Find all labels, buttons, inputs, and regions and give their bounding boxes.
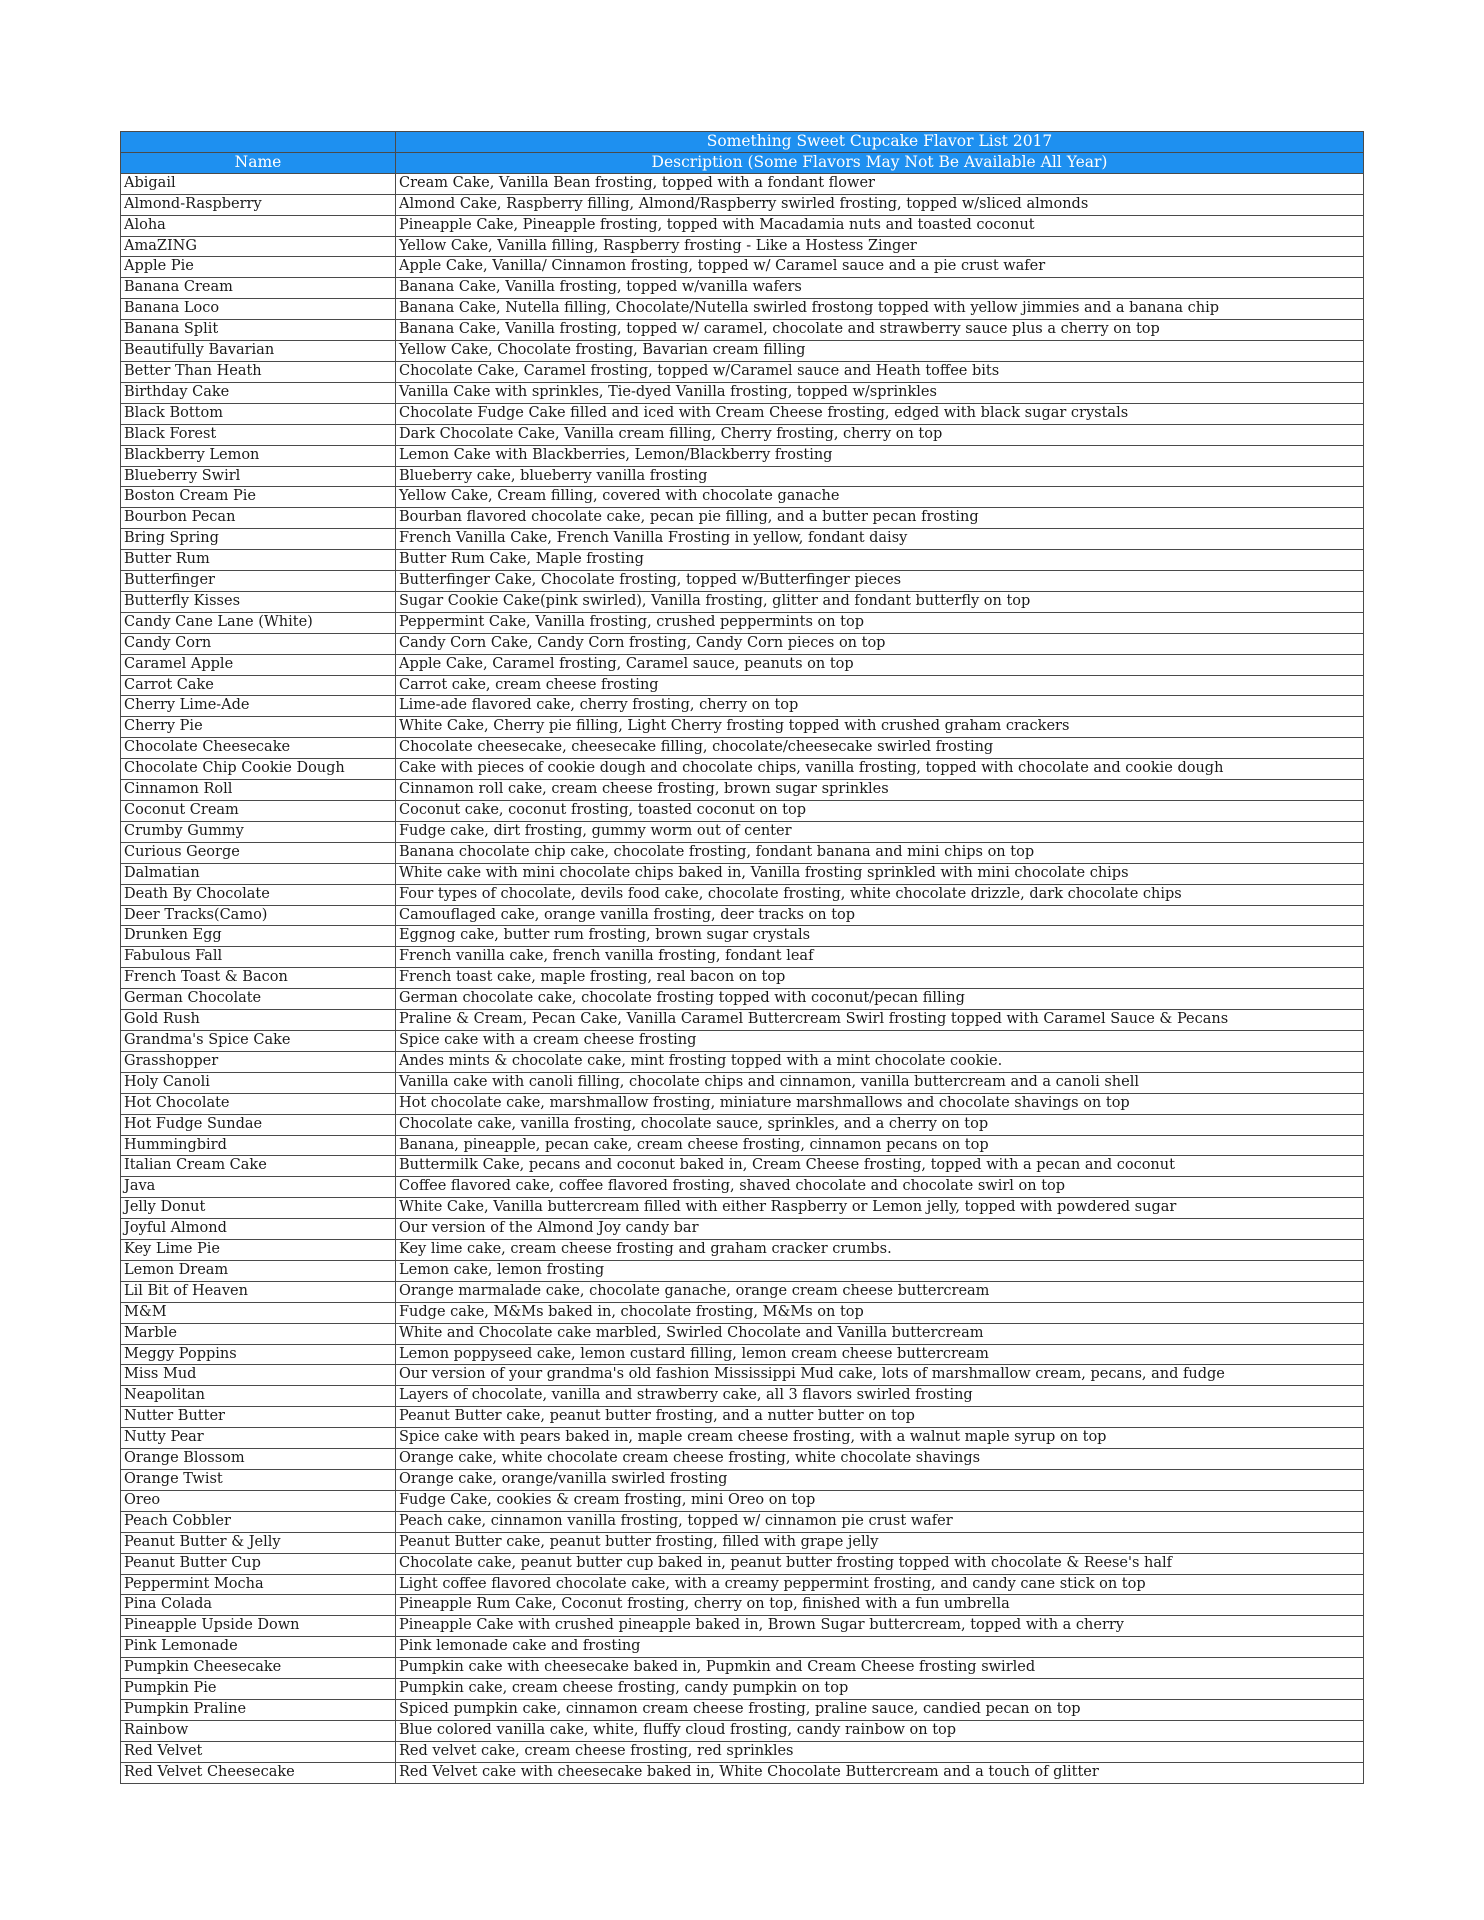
flavor-description-cell: Chocolate Cake, Caramel frosting, topped w/Caramel sauce and Heath toffee bits [396, 361, 1364, 382]
flavor-name-cell: Cinnamon Roll [121, 780, 396, 801]
table-row [121, 1532, 1364, 1553]
flavor-description-cell: Pineapple Cake, Pineapple frosting, topped with Macadamia nuts and toasted coconut [396, 215, 1364, 236]
flavor-name-cell: Butterfly Kisses [121, 591, 396, 612]
table-row [121, 1386, 1364, 1407]
flavor-name-cell: Miss Mud [121, 1365, 396, 1386]
flavor-name-cell: Aloha [121, 215, 396, 236]
flavor-description-cell: Lemon poppyseed cake, lemon custard filling, lemon cream cheese buttercream [396, 1344, 1364, 1365]
flavor-name-cell: Pumpkin Cheesecake [121, 1658, 396, 1679]
flavor-description-cell: Yellow Cake, Cream filling, covered with chocolate ganache [396, 487, 1364, 508]
table-row [121, 1574, 1364, 1595]
flavor-description-cell: Lemon Cake with Blackberries, Lemon/Blackberry frosting [396, 445, 1364, 466]
table-row [121, 382, 1364, 403]
table-row [121, 403, 1364, 424]
flavor-name-cell: Pink Lemonade [121, 1637, 396, 1658]
table-row [121, 173, 1364, 194]
flavor-description-cell: Pineapple Rum Cake, Coconut frosting, cherry on top, finished with a fun umbrella [396, 1595, 1364, 1616]
flavor-description-cell: Fudge cake, dirt frosting, gummy worm out of center [396, 821, 1364, 842]
flavor-description-cell: Four types of chocolate, devils food cake, chocolate frosting, white chocolate drizzle, dark chocolate chips [396, 884, 1364, 905]
flavor-name-cell: Boston Cream Pie [121, 487, 396, 508]
flavor-name-cell: Orange Twist [121, 1470, 396, 1491]
table-row [121, 968, 1364, 989]
flavor-description-cell: Vanilla cake with canoli filling, chocolate chips and cinnamon, vanilla buttercream and a canoli shell [396, 1072, 1364, 1093]
flavor-name-cell: Abigail [121, 173, 396, 194]
flavor-description-cell: Peanut Butter cake, peanut butter frosting, and a nutter butter on top [396, 1407, 1364, 1428]
flavor-description-cell: Our version of your grandma's old fashion Mississippi Mud cake, lots of marshmallow cream, pecans, and fudge [396, 1365, 1364, 1386]
flavor-name-cell: Joyful Almond [121, 1219, 396, 1240]
table-row [121, 299, 1364, 320]
flavor-description-cell: French Vanilla Cake, French Vanilla Frosting in yellow, fondant daisy [396, 529, 1364, 550]
flavor-name-cell: Drunken Egg [121, 926, 396, 947]
flavor-name-cell: Chocolate Chip Cookie Dough [121, 759, 396, 780]
table-row [121, 1637, 1364, 1658]
table-row [121, 1093, 1364, 1114]
column-header-description: Description (Some Flavors May Not Be Available All Year) [396, 152, 1364, 173]
flavor-description-cell: Spiced pumpkin cake, cinnamon cream cheese frosting, praline sauce, candied pecan on top [396, 1699, 1364, 1720]
flavor-description-cell: Banana, pineapple, pecan cake, cream cheese frosting, cinnamon pecans on top [396, 1135, 1364, 1156]
flavor-description-cell: Pink lemonade cake and frosting [396, 1637, 1364, 1658]
table-row [121, 1699, 1364, 1720]
flavor-name-cell: Cherry Pie [121, 717, 396, 738]
flavor-name-cell: Jelly Donut [121, 1198, 396, 1219]
flavor-name-cell: Oreo [121, 1490, 396, 1511]
flavor-name-cell: Hot Fudge Sundae [121, 1114, 396, 1135]
table-row [121, 1030, 1364, 1051]
flavor-name-cell: Banana Split [121, 320, 396, 341]
column-header-name: Name [121, 152, 396, 173]
flavor-name-cell: Gold Rush [121, 1010, 396, 1031]
flavor-description-cell: Red velvet cake, cream cheese frosting, red sprinkles [396, 1741, 1364, 1762]
flavor-name-cell: Pumpkin Pie [121, 1679, 396, 1700]
flavor-description-cell: Vanilla Cake with sprinkles, Tie-dyed Vanilla frosting, topped w/sprinkles [396, 382, 1364, 403]
table-row [121, 1156, 1364, 1177]
flavor-name-cell: Red Velvet [121, 1741, 396, 1762]
table-row [121, 571, 1364, 592]
flavor-description-cell: Apple Cake, Caramel frosting, Caramel sauce, peanuts on top [396, 654, 1364, 675]
flavor-name-cell: Blackberry Lemon [121, 445, 396, 466]
flavor-name-cell: Butterfinger [121, 571, 396, 592]
flavor-name-cell: Apple Pie [121, 257, 396, 278]
flavor-name-cell: Carrot Cake [121, 675, 396, 696]
flavor-description-cell: Cake with pieces of cookie dough and chocolate chips, vanilla frosting, topped with chocolate and cookie dough [396, 759, 1364, 780]
flavor-name-cell: Holy Canoli [121, 1072, 396, 1093]
flavor-description-cell: Bourban flavored chocolate cake, pecan pie filling, and a butter pecan frosting [396, 508, 1364, 529]
flavor-name-cell: Pineapple Upside Down [121, 1616, 396, 1637]
flavor-name-cell: Banana Cream [121, 278, 396, 299]
flavor-description-cell: Blue colored vanilla cake, white, fluffy cloud frosting, candy rainbow on top [396, 1720, 1364, 1741]
flavor-name-cell: Candy Corn [121, 633, 396, 654]
flavor-description-cell: Banana chocolate chip cake, chocolate frosting, fondant banana and mini chips on top [396, 842, 1364, 863]
flavor-name-cell: Almond-Raspberry [121, 194, 396, 215]
flavor-description-cell: Dark Chocolate Cake, Vanilla cream filling, Cherry frosting, cherry on top [396, 424, 1364, 445]
table-row [121, 529, 1364, 550]
flavor-description-cell: White Cake, Cherry pie filling, Light Cherry frosting topped with crushed graham crackers [396, 717, 1364, 738]
flavor-description-cell: Carrot cake, cream cheese frosting [396, 675, 1364, 696]
flavor-name-cell: Cherry Lime-Ade [121, 696, 396, 717]
flavor-description-cell: Light coffee flavored chocolate cake, with a creamy peppermint frosting, and candy cane stick on top [396, 1574, 1364, 1595]
flavor-description-cell: Orange cake, white chocolate cream cheese frosting, white chocolate shavings [396, 1449, 1364, 1470]
flavor-name-cell: M&M [121, 1302, 396, 1323]
flavor-name-cell: Butter Rum [121, 550, 396, 571]
table-row [121, 905, 1364, 926]
flavor-description-cell: Cream Cake, Vanilla Bean frosting, topped with a fondant flower [396, 173, 1364, 194]
flavor-description-cell: White cake with mini chocolate chips baked in, Vanilla frosting sprinkled with mini chocolate chips [396, 863, 1364, 884]
title-blank-cell [121, 132, 396, 153]
flavor-name-cell: Bring Spring [121, 529, 396, 550]
table-row [121, 1219, 1364, 1240]
flavor-description-cell: Chocolate cake, vanilla frosting, chocolate sauce, sprinkles, and a cherry on top [396, 1114, 1364, 1135]
table-row [121, 1490, 1364, 1511]
flavor-description-cell: German chocolate cake, chocolate frosting topped with coconut/pecan filling [396, 989, 1364, 1010]
table-row [121, 759, 1364, 780]
table-row [121, 424, 1364, 445]
flavor-description-cell: Fudge cake, M&Ms baked in, chocolate frosting, M&Ms on top [396, 1302, 1364, 1323]
flavor-name-cell: Pumpkin Praline [121, 1699, 396, 1720]
flavor-name-cell: Lemon Dream [121, 1260, 396, 1281]
flavor-description-cell: Camouflaged cake, orange vanilla frosting, deer tracks on top [396, 905, 1364, 926]
flavor-name-cell: Java [121, 1177, 396, 1198]
flavor-description-cell: Blueberry cake, blueberry vanilla frosting [396, 466, 1364, 487]
flavor-description-cell: Lemon cake, lemon frosting [396, 1260, 1364, 1281]
table-row [121, 1240, 1364, 1261]
flavor-description-cell: White Cake, Vanilla buttercream filled with either Raspberry or Lemon jelly, topped with powdered sugar [396, 1198, 1364, 1219]
flavor-description-cell: Orange cake, orange/vanilla swirled frosting [396, 1470, 1364, 1491]
flavor-name-cell: Caramel Apple [121, 654, 396, 675]
flavor-name-cell: Banana Loco [121, 299, 396, 320]
flavor-description-cell: French vanilla cake, french vanilla frosting, fondant leaf [396, 947, 1364, 968]
table-row [121, 1260, 1364, 1281]
table-row [121, 466, 1364, 487]
table-row [121, 194, 1364, 215]
flavor-name-cell: Coconut Cream [121, 801, 396, 822]
flavor-description-cell: Butterfinger Cake, Chocolate frosting, topped w/Butterfinger pieces [396, 571, 1364, 592]
table-row [121, 612, 1364, 633]
table-row [121, 1365, 1364, 1386]
flavor-name-cell: Nutter Butter [121, 1407, 396, 1428]
table-row [121, 1407, 1364, 1428]
flavor-description-cell: Yellow Cake, Vanilla filling, Raspberry frosting - Like a Hostess Zinger [396, 236, 1364, 257]
flavor-name-cell: Black Forest [121, 424, 396, 445]
table-row [121, 1616, 1364, 1637]
table-row [121, 717, 1364, 738]
table-row [121, 989, 1364, 1010]
flavor-name-cell: Peppermint Mocha [121, 1574, 396, 1595]
flavor-description-cell: Banana Cake, Vanilla frosting, topped w/vanilla wafers [396, 278, 1364, 299]
table-row [121, 508, 1364, 529]
flavor-description-cell: Yellow Cake, Chocolate frosting, Bavarian cream filling [396, 341, 1364, 362]
flavor-description-cell: Layers of chocolate, vanilla and strawberry cake, all 3 flavors swirled frosting [396, 1386, 1364, 1407]
flavor-name-cell: Blueberry Swirl [121, 466, 396, 487]
flavor-description-cell: Apple Cake, Vanilla/ Cinnamon frosting, topped w/ Caramel sauce and a pie crust wafer [396, 257, 1364, 278]
flavor-description-cell: White and Chocolate cake marbled, Swirled Chocolate and Vanilla buttercream [396, 1323, 1364, 1344]
flavor-name-cell: Italian Cream Cake [121, 1156, 396, 1177]
flavor-name-cell: Candy Cane Lane (White) [121, 612, 396, 633]
flavor-name-cell: Hot Chocolate [121, 1093, 396, 1114]
flavor-name-cell: Chocolate Cheesecake [121, 738, 396, 759]
table-row [121, 341, 1364, 362]
table-row [121, 550, 1364, 571]
table-row [121, 361, 1364, 382]
flavor-name-cell: Dalmatian [121, 863, 396, 884]
flavor-name-cell: French Toast & Bacon [121, 968, 396, 989]
flavor-description-cell: Our version of the Almond Joy candy bar [396, 1219, 1364, 1240]
flavor-name-cell: Better Than Heath [121, 361, 396, 382]
flavor-name-cell: Grasshopper [121, 1051, 396, 1072]
flavor-name-cell: Birthday Cake [121, 382, 396, 403]
flavor-name-cell: Hummingbird [121, 1135, 396, 1156]
flavor-name-cell: Grandma's Spice Cake [121, 1030, 396, 1051]
flavor-name-cell: Black Bottom [121, 403, 396, 424]
table-row [121, 1720, 1364, 1741]
flavor-name-cell: Pina Colada [121, 1595, 396, 1616]
table-row [121, 1135, 1364, 1156]
flavor-name-cell: Fabulous Fall [121, 947, 396, 968]
table-row [121, 1679, 1364, 1700]
table-row [121, 1428, 1364, 1449]
flavor-description-cell: Andes mints & chocolate cake, mint frosting topped with a mint chocolate cookie. [396, 1051, 1364, 1072]
flavor-description-cell: Candy Corn Cake, Candy Corn frosting, Candy Corn pieces on top [396, 633, 1364, 654]
table-row [121, 780, 1364, 801]
table-row [121, 1470, 1364, 1491]
table-row [121, 487, 1364, 508]
flavor-name-cell: Orange Blossom [121, 1449, 396, 1470]
flavor-description-cell: Chocolate cheesecake, cheesecake filling, chocolate/cheesecake swirled frosting [396, 738, 1364, 759]
table-row [121, 1449, 1364, 1470]
flavor-description-cell: Chocolate cake, peanut butter cup baked in, peanut butter frosting topped with chocolate & Reese's half [396, 1553, 1364, 1574]
flavor-name-cell: German Chocolate [121, 989, 396, 1010]
table-row [121, 1302, 1364, 1323]
table-row [121, 215, 1364, 236]
table-row [121, 1072, 1364, 1093]
flavor-name-cell: Rainbow [121, 1720, 396, 1741]
flavor-description-cell: Buttermilk Cake, pecans and coconut baked in, Cream Cheese frosting, topped with a pecan and coconut [396, 1156, 1364, 1177]
table-row [121, 1762, 1364, 1783]
flavor-description-cell: Eggnog cake, butter rum frosting, brown sugar crystals [396, 926, 1364, 947]
flavor-description-cell: Peach cake, cinnamon vanilla frosting, topped w/ cinnamon pie crust wafer [396, 1511, 1364, 1532]
flavor-description-cell: Chocolate Fudge Cake filled and iced with Cream Cheese frosting, edged with black sugar crystals [396, 403, 1364, 424]
table-row [121, 1010, 1364, 1031]
flavor-description-cell: Almond Cake, Raspberry filling, Almond/Raspberry swirled frosting, topped w/sliced almonds [396, 194, 1364, 215]
flavor-name-cell: Neapolitan [121, 1386, 396, 1407]
flavor-description-cell: Lime-ade flavored cake, cherry frosting, cherry on top [396, 696, 1364, 717]
column-header-row [121, 152, 1364, 173]
flavor-name-cell: Red Velvet Cheesecake [121, 1762, 396, 1783]
flavor-description-cell: French toast cake, maple frosting, real bacon on top [396, 968, 1364, 989]
flavor-name-cell: Nutty Pear [121, 1428, 396, 1449]
flavor-name-cell: Beautifully Bavarian [121, 341, 396, 362]
flavor-name-cell: Key Lime Pie [121, 1240, 396, 1261]
flavor-name-cell: Peach Cobbler [121, 1511, 396, 1532]
flavor-name-cell: Lil Bit of Heaven [121, 1281, 396, 1302]
table-row [121, 257, 1364, 278]
table-row [121, 738, 1364, 759]
flavor-name-cell: Crumby Gummy [121, 821, 396, 842]
table-row [121, 1281, 1364, 1302]
flavor-name-cell: Peanut Butter Cup [121, 1553, 396, 1574]
table-row [121, 696, 1364, 717]
table-row [121, 863, 1364, 884]
table-row [121, 654, 1364, 675]
table-row [121, 947, 1364, 968]
table-row [121, 1323, 1364, 1344]
table-row [121, 236, 1364, 257]
flavor-description-cell: Pineapple Cake with crushed pineapple baked in, Brown Sugar buttercream, topped with a cherry [396, 1616, 1364, 1637]
flavor-name-cell: Curious George [121, 842, 396, 863]
table-row [121, 821, 1364, 842]
flavor-table [120, 131, 1364, 1784]
table-row [121, 1177, 1364, 1198]
table-row [121, 1511, 1364, 1532]
flavor-description-cell: Key lime cake, cream cheese frosting and graham cracker crumbs. [396, 1240, 1364, 1261]
table-row [121, 633, 1364, 654]
flavor-description-cell: Cinnamon roll cake, cream cheese frosting, brown sugar sprinkles [396, 780, 1364, 801]
flavor-description-cell: Coconut cake, coconut frosting, toasted coconut on top [396, 801, 1364, 822]
table-row [121, 1051, 1364, 1072]
table-row [121, 591, 1364, 612]
flavor-description-cell: Butter Rum Cake, Maple frosting [396, 550, 1364, 571]
flavor-description-cell: Sugar Cookie Cake(pink swirled), Vanilla frosting, glitter and fondant butterfly on top [396, 591, 1364, 612]
flavor-name-cell: AmaZING [121, 236, 396, 257]
flavor-description-cell: Spice cake with pears baked in, maple cream cheese frosting, with a walnut maple syrup on top [396, 1428, 1364, 1449]
flavor-name-cell: Bourbon Pecan [121, 508, 396, 529]
flavor-description-cell: Red Velvet cake with cheesecake baked in, White Chocolate Buttercream and a touch of glitter [396, 1762, 1364, 1783]
flavor-name-cell: Deer Tracks(Camo) [121, 905, 396, 926]
flavor-description-cell: Fudge Cake, cookies & cream frosting, mini Oreo on top [396, 1490, 1364, 1511]
table-row [121, 320, 1364, 341]
flavor-name-cell: Death By Chocolate [121, 884, 396, 905]
table-row [121, 884, 1364, 905]
table-title: Something Sweet Cupcake Flavor List 2017 [396, 132, 1364, 153]
flavor-description-cell: Hot chocolate cake, marshmallow frosting, miniature marshmallows and chocolate shavings on top [396, 1093, 1364, 1114]
table-row [121, 1553, 1364, 1574]
flavor-description-cell: Banana Cake, Vanilla frosting, topped w/ caramel, chocolate and strawberry sauce plus a cherry on top [396, 320, 1364, 341]
table-row [121, 445, 1364, 466]
table-row [121, 1198, 1364, 1219]
flavor-description-cell: Coffee flavored cake, coffee flavored frosting, shaved chocolate and chocolate swirl on top [396, 1177, 1364, 1198]
flavor-description-cell: Spice cake with a cream cheese frosting [396, 1030, 1364, 1051]
flavor-description-cell: Peppermint Cake, Vanilla frosting, crushed peppermints on top [396, 612, 1364, 633]
flavor-description-cell: Peanut Butter cake, peanut butter frosting, filled with grape jelly [396, 1532, 1364, 1553]
table-row [121, 1114, 1364, 1135]
flavor-description-cell: Pumpkin cake with cheesecake baked in, Pupmkin and Cream Cheese frosting swirled [396, 1658, 1364, 1679]
title-row [121, 132, 1364, 153]
table-row [121, 675, 1364, 696]
table-row [121, 1595, 1364, 1616]
flavor-name-cell: Peanut Butter & Jelly [121, 1532, 396, 1553]
table-row [121, 842, 1364, 863]
table-row [121, 926, 1364, 947]
flavor-name-cell: Meggy Poppins [121, 1344, 396, 1365]
flavor-description-cell: Praline & Cream, Pecan Cake, Vanilla Caramel Buttercream Swirl frosting topped with Caramel Sauce & Pecans [396, 1010, 1364, 1031]
flavor-description-cell: Pumpkin cake, cream cheese frosting, candy pumpkin on top [396, 1679, 1364, 1700]
table-row [121, 801, 1364, 822]
flavor-name-cell: Marble [121, 1323, 396, 1344]
table-row [121, 1741, 1364, 1762]
table-row [121, 1658, 1364, 1679]
flavor-description-cell: Banana Cake, Nutella filling, Chocolate/Nutella swirled frostong topped with yellow jimmies and a banana chip [396, 299, 1364, 320]
flavor-description-cell: Orange marmalade cake, chocolate ganache, orange cream cheese buttercream [396, 1281, 1364, 1302]
table-row [121, 1344, 1364, 1365]
table-row [121, 278, 1364, 299]
